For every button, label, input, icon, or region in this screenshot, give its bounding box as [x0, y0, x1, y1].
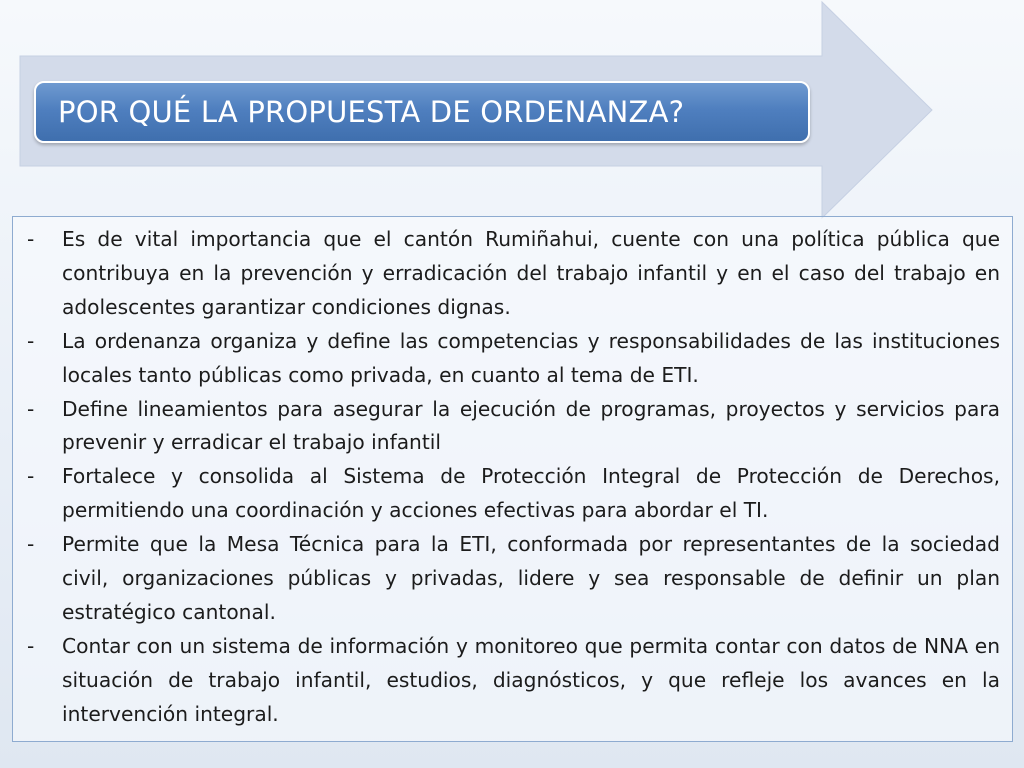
- content-box: [12, 216, 1013, 742]
- list-item: [13, 325, 1012, 393]
- bullet-marker: -: [27, 227, 35, 251]
- list-item-text: Es de vital importancia que el cantón Rumiñahui, cuente con una política pública que contribuya en la prevención y erradicación del trabajo infantil y en el caso del trabajo en adolescentes garantizar condiciones dignas.: [62, 227, 1000, 319]
- list-item-text: Define lineamientos para asegurar la ejecución de programas, proyectos y servicios para prevenir y erradicar el trabajo infantil: [62, 396, 1000, 455]
- bullet-list: [13, 217, 1012, 732]
- page-title: POR QUÉ LA PROPUESTA DE ORDENANZA?: [58, 95, 685, 129]
- list-item-text: Permite que la Mesa Técnica para la ETI, conformada por representantes de la sociedad civil, organizaciones públicas y privadas, lidere y sea responsable de definir un plan estratégico cantonal.: [62, 532, 1000, 624]
- list-item: [13, 460, 1012, 528]
- bullet-marker: -: [27, 633, 35, 658]
- list-item-text: La ordenanza organiza y define las competencias y responsabilidades de las instituciones locales tanto públicas como privada, en cuanto al tema de ETI.: [62, 328, 1000, 387]
- list-item-text: Contar con un sistema de información y monitoreo que permita contar con datos de NNA en situación de trabajo infantil, estudios, diagnósticos, y que refleje los avances en la intervención integral.: [62, 633, 1000, 726]
- list-item: [13, 223, 1012, 325]
- list-item: [13, 630, 1012, 732]
- bullet-marker: -: [27, 464, 35, 489]
- bullet-marker: -: [27, 328, 35, 353]
- bullet-marker: -: [27, 532, 35, 557]
- bullet-marker: -: [27, 396, 35, 421]
- list-item: [13, 528, 1012, 630]
- list-item: [13, 393, 1012, 461]
- list-item-text: Fortalece y consolida al Sistema de Protección Integral de Protección de Derechos, permitiendo una coordinación y acciones efectivas para abordar el TI.: [62, 464, 1000, 523]
- title-banner: [34, 81, 810, 143]
